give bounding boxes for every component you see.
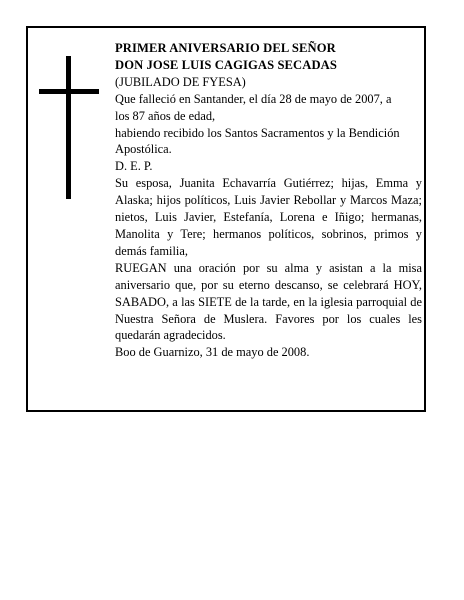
obituary-notice [26,26,426,412]
cross-icon [39,56,99,199]
death-line-1: Que falleció en Santander, el día 28 de mayo de 2007, a [115,91,392,106]
place-date-text: Boo de Guarnizo, 31 de mayo de 2008. [115,345,310,360]
cross-horizontal-bar [39,89,99,94]
dep-text: D. E. P. [115,159,153,174]
notice-heading-line-1: PRIMER ANIVERSARIO DEL SEÑOR [115,41,336,55]
notice-text [115,40,422,361]
cross-vertical-bar [66,56,71,199]
notice-subtitle: (JUBILADO DE FYESA) [115,74,246,89]
request-text: RUEGAN una oración por su alma y asistan a la misa aniversario que, por su eterno descanso, se celebrará HOY, SABADO, a las SIETE de la tarde, en la iglesia parroquial de Nuestra Señora de Muslera. Favores por los cuales les quedarán agradecidos. [115,260,422,343]
sacraments-text: habiendo recibido los Santos Sacramentos y la Bendición Apostólica. [115,125,400,157]
family-text: Su esposa, Juanita Echavarría Gutiérrez; hijas, Emma y Alaska; hijos políticos, Luis Javier Rebollar y Marcos Maza; nietos, Luis Javier, Estefanía, Lorena e Iñigo; hermanas, Manolita y Tere; hermanos políticos, sobrinos, primos y demás familia, [115,176,422,258]
notice-heading-line-2: DON JOSE LUIS CAGIGAS SECADAS [115,57,337,72]
death-line-2: los 87 años de edad, [115,108,216,123]
